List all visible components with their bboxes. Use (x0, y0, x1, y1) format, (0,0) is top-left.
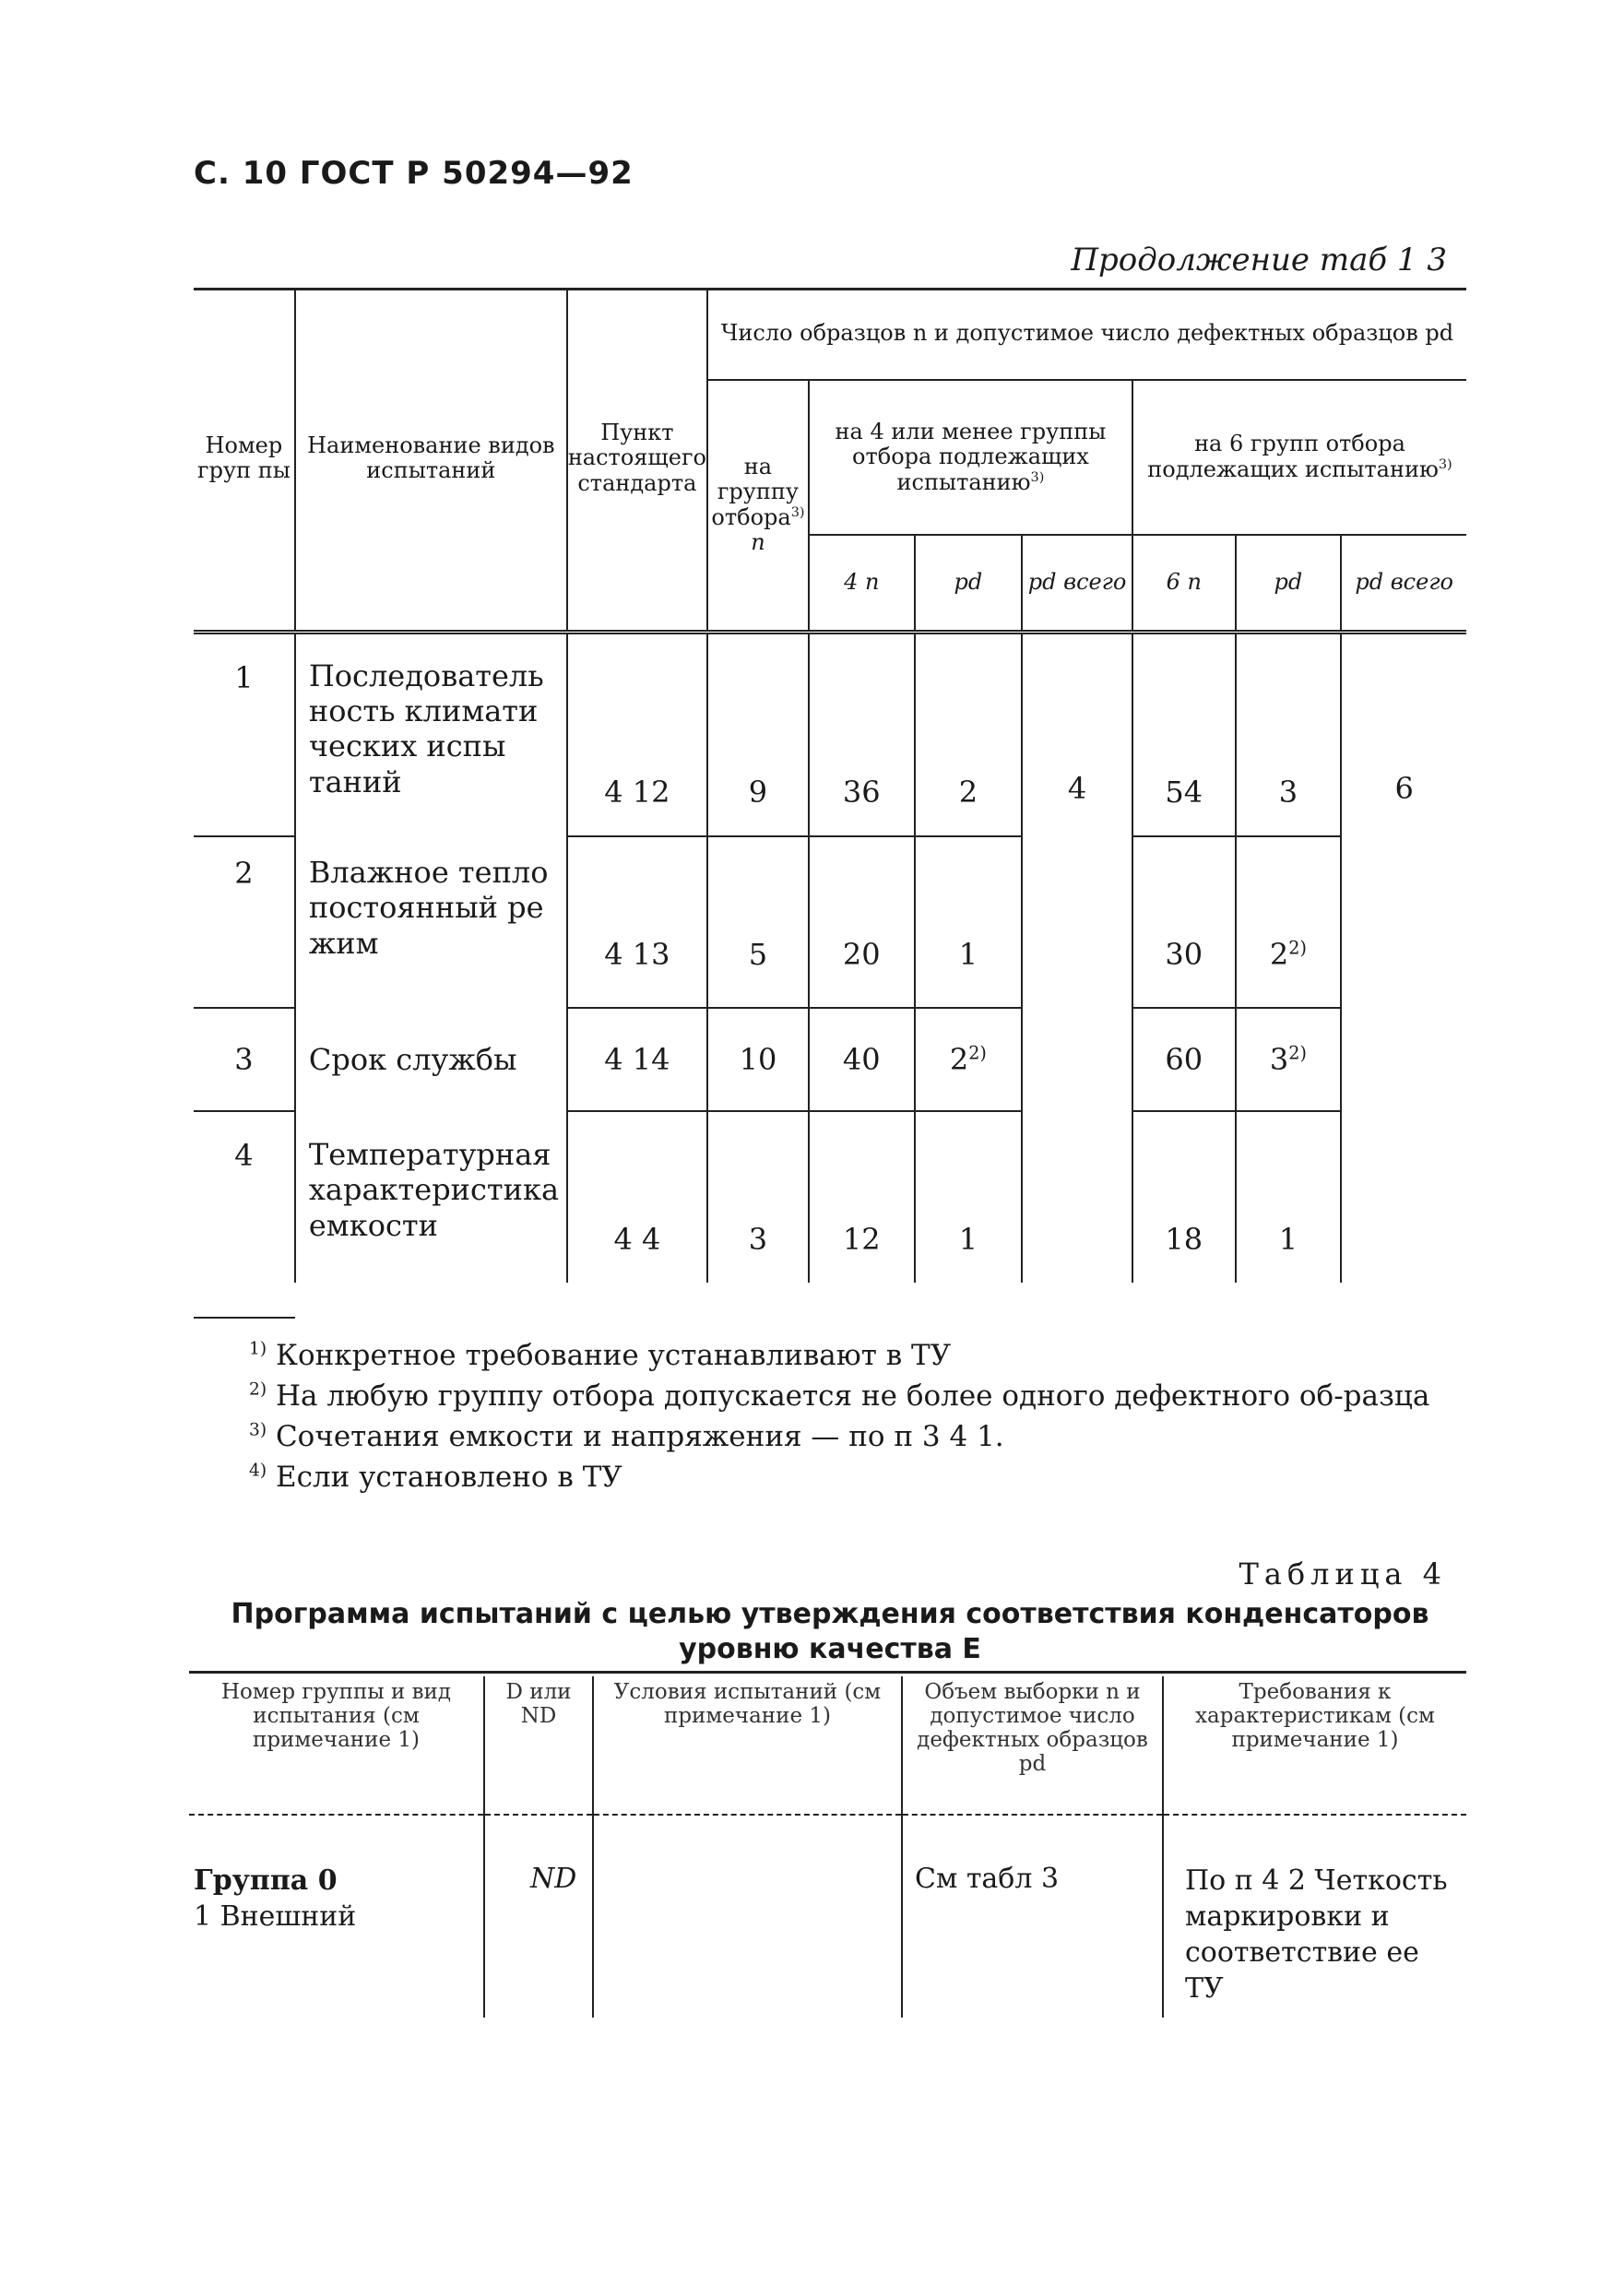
footnote: $^{1)}$ Конкретное требование устанавливают в ТУ (249, 1339, 952, 1372)
header-group-no: Номер груп пы (194, 288, 295, 632)
row-n: 5 (707, 836, 809, 1008)
row-clause: 4 13 (567, 836, 707, 1008)
row-n6: 54 (1132, 632, 1236, 836)
footnote: $^{3)}$ Сочетания емкости и напряжения — по п 3 4 1. (249, 1420, 1004, 1454)
table4-title: Программа испытаний с целью утверждения соответствия конденсаторов уровню качества Е (231, 1598, 1429, 1665)
footnote: $^{4)}$ Если установлено в ТУ (249, 1461, 622, 1495)
t4-group0-samples: См табл 3 (915, 1863, 1060, 1895)
table-row (194, 632, 1466, 836)
row-pd4-total: 4 (1022, 632, 1132, 1283)
t4-header-conditions: Условия испытаний (см примечание 1) (593, 1676, 902, 1815)
row-pd4: 1 (915, 836, 1023, 1008)
footnote-rule (194, 1317, 295, 1319)
header-test-name: Наименование видов испытаний (295, 288, 567, 632)
header-pd-total-2: pd всего (1341, 535, 1466, 632)
header-six: на 6 групп отбора подлежащих испытанию$^{3)}$ (1132, 380, 1466, 535)
header-4n: 4 n (809, 535, 915, 632)
row-n4: 40 (809, 1008, 915, 1111)
t4-header-dnd: D или ND (484, 1676, 593, 1815)
row-clause: 4 14 (567, 1008, 707, 1111)
header-6n: 6 n (1132, 535, 1236, 632)
row-pd6: 3 (1236, 632, 1342, 836)
table3-continuation: Продолжение таб 1 3 (1071, 242, 1447, 278)
row-name: Срок службы (295, 1008, 567, 1111)
row-n4: 12 (809, 1111, 915, 1283)
row-pd6: 1 (1236, 1111, 1342, 1283)
row-n4: 36 (809, 632, 915, 836)
header-pd: pd (915, 535, 1023, 632)
row-pd6: 2$^{2)}$ (1236, 836, 1342, 1008)
table-row (194, 836, 1466, 1008)
row-name: Последователь ность климати ческих испы таний (295, 632, 567, 836)
header-four-or-less: на 4 или менее группы отбора подлежащих испытанию$^{3)}$ (809, 380, 1132, 535)
row-pd6-total: 6 (1341, 632, 1466, 1283)
row-n: 9 (707, 632, 809, 836)
footnote: $^{2)}$ На любую группу отбора допускается не более одного дефектного об-разца (249, 1379, 1430, 1414)
row-n: 3 (707, 1111, 809, 1283)
row-n6: 60 (1132, 1008, 1236, 1111)
row-pd4: 2 (915, 632, 1023, 836)
header-pd-2: pd (1236, 535, 1342, 632)
row-no: 1 (194, 632, 295, 836)
t4-group0-item: 1 Внешний (194, 1900, 357, 1933)
row-no: 2 (194, 836, 295, 1008)
row-name: Температурная характеристика емкости (295, 1111, 567, 1283)
table3 (194, 288, 1466, 1283)
row-name: Влажное тепло постоянный ре жим (295, 836, 567, 1008)
row-clause: 4 4 (567, 1111, 707, 1283)
t4-group0-requirements: По п 4 2 Четкость маркировки и соответствие ее ТУ (1185, 1864, 1448, 2005)
table4-label: Таблица 4 (1239, 1556, 1447, 1592)
table3-footnotes (249, 1335, 1466, 1497)
header-clause: Пункт настоящего стандарта (567, 288, 707, 632)
table4-top-border (189, 1671, 1466, 1674)
t4-group0 (194, 1863, 356, 1935)
row-n: 10 (707, 1008, 809, 1111)
header-samples: Число образцов n и допустимое число дефектных образцов pd (707, 288, 1466, 380)
row-no: 3 (194, 1008, 295, 1111)
t4-header-requirements: Требования к характеристикам (см примечание 1) (1163, 1676, 1466, 1815)
row-n6: 18 (1132, 1111, 1236, 1283)
row-pd4: 1 (915, 1111, 1023, 1283)
row-pd6: 3$^{2)}$ (1236, 1008, 1342, 1111)
row-n4: 20 (809, 836, 915, 1008)
table-row (194, 1111, 1466, 1283)
t4-group0-label: Группа 0 (194, 1864, 338, 1897)
row-no: 4 (194, 1111, 295, 1283)
t4-group0-dnd: ND (530, 1863, 577, 1895)
page-header: С. 10 ГОСТ Р 50294—92 (194, 155, 634, 192)
row-pd4: 2$^{2)}$ (915, 1008, 1023, 1111)
row-clause: 4 12 (567, 632, 707, 836)
header-pd-total: pd всего (1022, 535, 1132, 632)
t4-header-samples: Объем выборки n и допустимое число дефектных образцов pd (902, 1676, 1163, 1815)
t4-header-group: Номер группы и вид испытания (см примечание 1) (220, 1680, 452, 1752)
table-row (194, 1008, 1466, 1111)
row-n6: 30 (1132, 836, 1236, 1008)
header-per-group: на группу отбора$^{3)}$ n (707, 380, 809, 632)
